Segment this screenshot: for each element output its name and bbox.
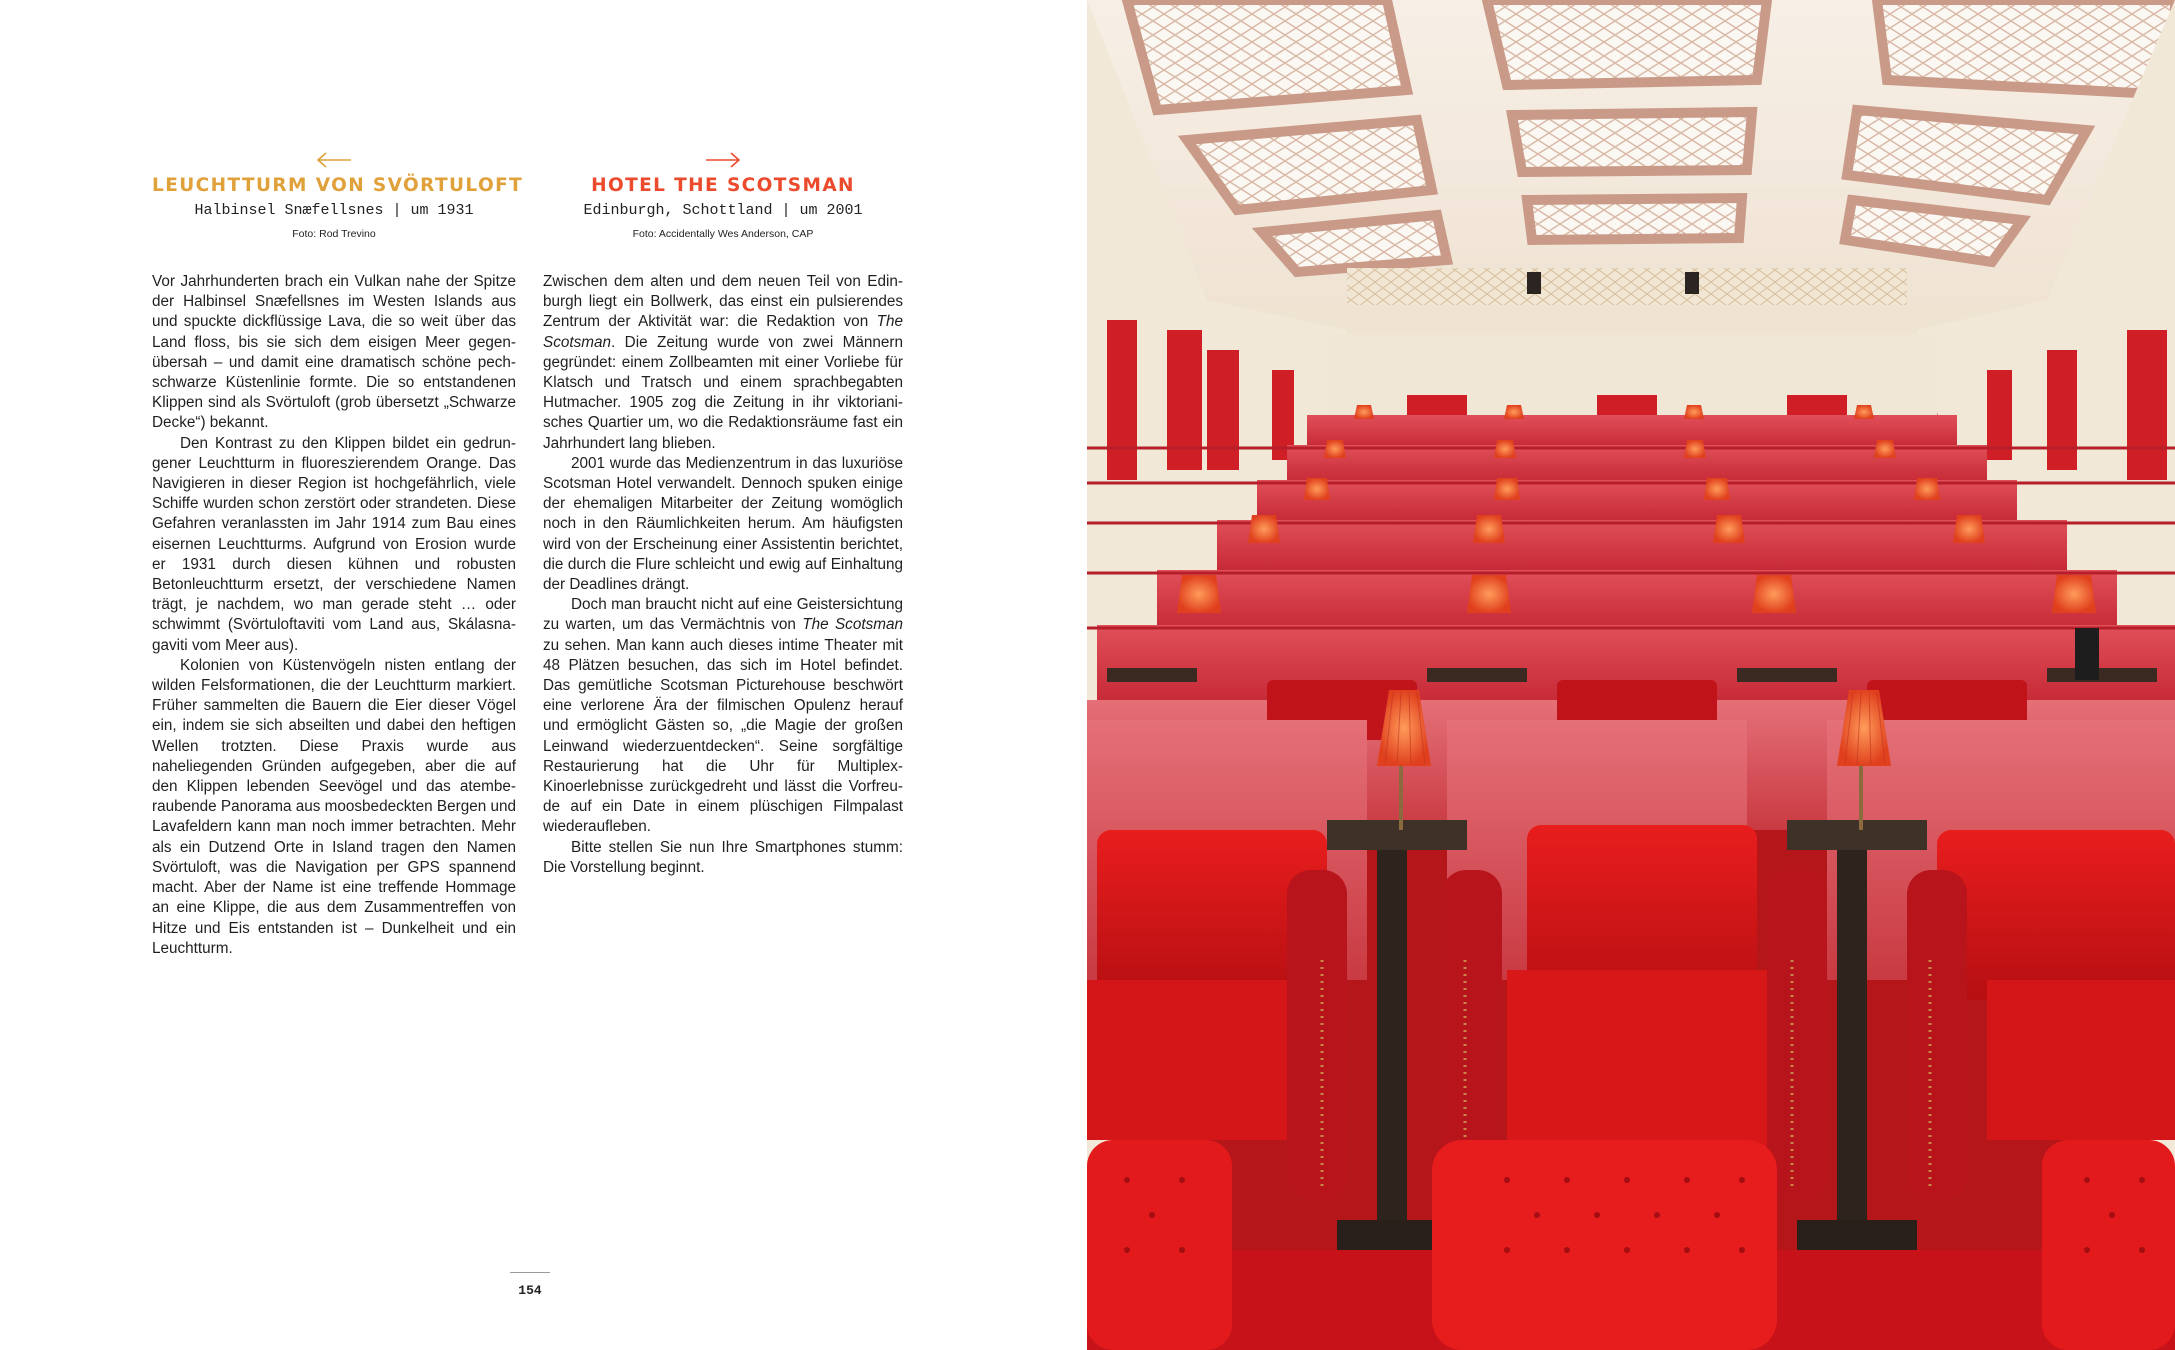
paragraph: Doch man braucht nicht auf eine Geistersichtung zu warten, um das Vermächtnis von The Scotsman zu sehen. Man kann auch dieses intime Theater mit 48 Plätzen besuchen, das sich im Hotel befindet. Das gemütliche Scotsman Picturehouse beschwört eine verlorene Ära der filmischen Opulenz herauf und ermöglicht Gästen so, „die Magie der großen Leinwand wiederzuentdecken“. Seine sorgfältige Restaurierung hat die Uhr für Multiplex-Kinoerlebnisse zurückgedreht und lässt die Vorfreude auf ein Date in einem plüschigen Filmpalast wiederaufleben. (543, 596, 903, 836)
article-title: HOTEL THE SCOTSMAN (591, 175, 855, 196)
article-header (543, 152, 903, 243)
arrow-left-icon (152, 152, 516, 170)
page-number: 154 (510, 1272, 550, 1298)
arrow-right-icon (543, 152, 903, 170)
article-body (152, 272, 516, 959)
article-svortuloft (152, 152, 524, 959)
article-location-date: Halbinsel Snæfellsnes | um 1931 (194, 202, 474, 219)
folio-rule (510, 1272, 550, 1273)
paragraph: Vor Jahrhunderten brach ein Vulkan nahe der Spitze der Halbinsel Snæfellsnes im Westen Islands aus und spuckte dickflüssige Lava, die so weit über das Land floss, bis sie sich dem eisigen Meer gegenübersah – und damit eine dramatisch schöne pechschwarze Küstenlinie formte. Die so entstandenen Klippen sind als Svörtuloft (grob übersetzt „Schwarze Decke“) bekannt. (152, 273, 516, 432)
left-page (0, 0, 1087, 1350)
photo-credit: Foto: Accidentally Wes Anderson, CAP (632, 228, 814, 240)
photo-credit: Foto: Rod Trevino (292, 228, 376, 240)
article-location-date: Edinburgh, Schottland | um 2001 (583, 202, 863, 219)
paragraph: 2001 wurde das Medienzentrum in das luxuriöse Scotsman Hotel verwandelt. Dennoch spuken einige der ehemaligen Mitarbeiter der Zeitung womöglich noch in den Räumlichkeiten herum. Am häufigsten wird von der Erscheinung einer Assistentin berichtet, die durch die Flure schleicht und ewig auf Einhaltung der Deadlines drängt. (543, 454, 903, 594)
paragraph: Kolonien von Küstenvögeln nisten entlang der wilden Felsformationen, die der Leuchtturm markiert. Früher sammelten die Bauern die Eier dieser Vögel ein, indem sie sich abseilten und dabei den heftigen Wellen trotzten. Diese Praxis wurde aus naheliegenden Gründen aufgegeben, aber die auf den Klippen lebenden Seevögel und das atemberaubende Panorama aus moosbedeckten Bergen und Lavafeldern kann man noch immer betrachten. Mehr als ein Dutzend Orte in Island tragen den Namen Svörtuloft, was die Navigation per GPS spannend macht. Aber der Name ist eine treffende Hommage an eine Klippe, die aus dem Zusammentreffen von Hitze und Eis entstanden ist – Dunkelheit und ein Leuchtturm. (152, 656, 516, 957)
front-armchairs (1087, 720, 2175, 1200)
article-scotsman (543, 152, 903, 878)
cinema-photo (1087, 0, 2175, 1350)
publication-name: The Scotsman (802, 616, 903, 634)
article-header (152, 152, 524, 243)
cinema-illustration (1087, 0, 2175, 1350)
paragraph: Zwischen dem alten und dem neuen Teil von Edinburgh liegt ein Bollwerk, das einst ein pulsierendes Zentrum der Aktivität war: die Redaktion von The Scotsman. Die Zeitung wurde von zwei Männern gegründet: einem Zollbeamten mit einer Vorliebe für Klatsch und Tratsch und einem sprachbegabten Hutmacher. 1905 zog die Zeitung in ihr viktorianisches Quartier um, wo die Redaktionsräume fast ein Jahrhundert lang blieben. (543, 273, 903, 452)
publication-name: The Scotsman (543, 313, 903, 351)
paragraph: Den Kontrast zu den Klippen bildet ein gedrungener Leuchtturm in fluoreszierendem Orange. Das Navigieren in dieser Region ist hochgefährlich, viele Schiffe wurden schon zerstört oder strandeten. Diese Gefahren veranlassten im Jahr 1914 zum Bau eines eisernen Leuchtturms. Aufgrund von Erosion wurde er 1931 durch diesen kühnen und robusten Betonleuchtturm ersetzt, der verschiedene Namen trägt, je nachdem, wo man gerade steht … oder schwimmt (Svörtuloftaviti vom Land aus, Skálasnagaviti vom Meer aus). (152, 434, 516, 654)
article-title: LEUCHTTURM VON SVÖRTULOFT (152, 175, 524, 196)
paragraph: Bitte stellen Sie nun Ihre Smartphones stumm: Die Vorstellung beginnt. (543, 838, 903, 876)
article-body (543, 272, 903, 878)
